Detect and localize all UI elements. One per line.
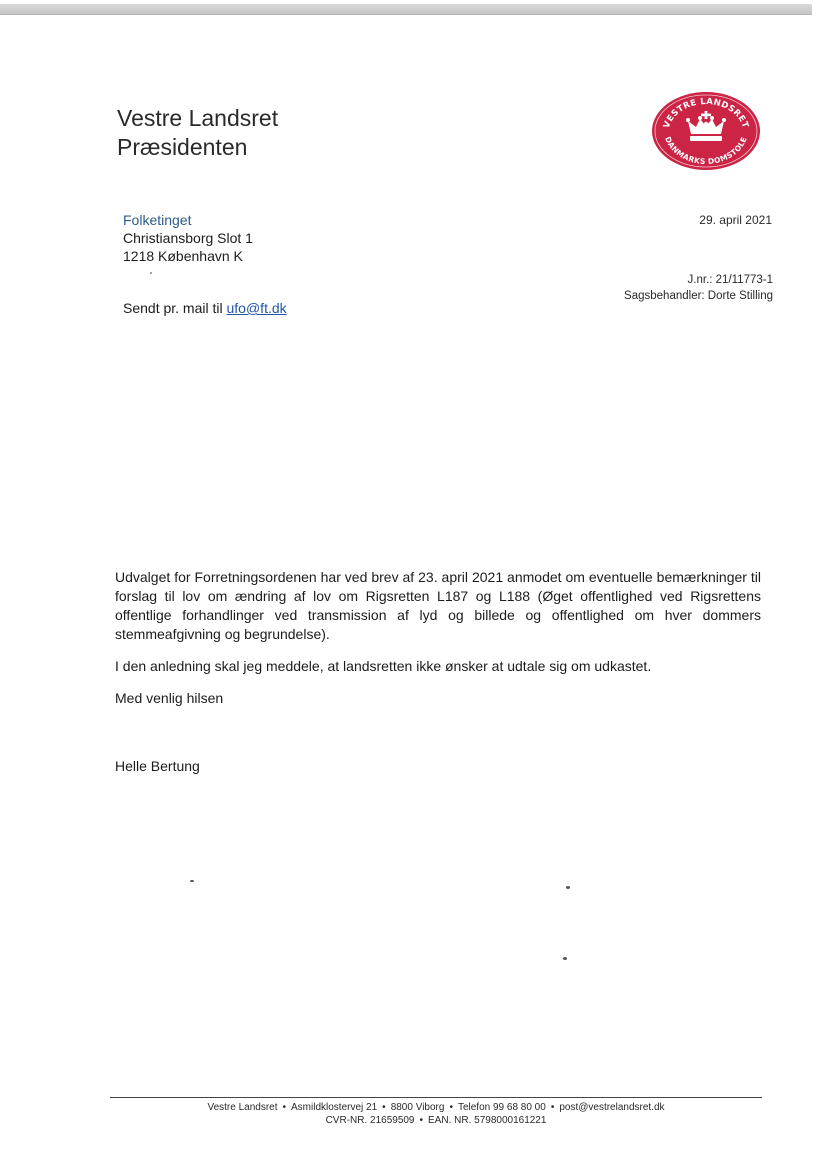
sent-by-mail [123, 300, 287, 316]
footer-postal: 8800 Viborg [390, 1102, 445, 1113]
case-handler: Sagsbehandler: Dorte Stilling [624, 290, 773, 302]
letter-body [115, 568, 761, 708]
signature-name: Helle Bertung [115, 758, 200, 774]
scan-speck [150, 272, 152, 274]
court-name: Vestre Landsret [117, 105, 279, 131]
recipient-org: Folketinget [123, 212, 192, 228]
closing-line: Med venlig hilsen [115, 690, 224, 706]
footer-email: post@vestrelandsret.dk [559, 1102, 665, 1113]
letter-footer [110, 1101, 762, 1127]
scan-speck [563, 957, 567, 960]
seal-bottom-text: DANMARKS DOMSTOLE [663, 135, 749, 167]
court-seal [650, 90, 762, 172]
scan-speck [190, 880, 194, 882]
email-link[interactable]: ufo@ft.dk [226, 300, 287, 316]
letter-date: 29. april 2021 [699, 213, 772, 227]
office-name: Præsidenten [117, 134, 248, 160]
letterhead [117, 104, 278, 162]
footer-cvr: CVR-NR. 21659509 [325, 1115, 415, 1126]
scan-speck [566, 886, 570, 889]
scan-top-edge [0, 4, 812, 15]
case-meta [624, 272, 773, 304]
footer-rule [110, 1097, 762, 1098]
body-paragraph-2: I den anledning skal jeg meddele, at landsretten ikke ønsker at udtale sig om udkastet. [115, 658, 652, 674]
footer-line-1: Vestre Landsret • Asmildklostervej 21 • 8800 Viborg • Telefon 99 68 80 00 • post@vestrelandsret.dk [207, 1102, 665, 1113]
recipient-city: 1218 København K [123, 248, 243, 264]
footer-phone: Telefon 99 68 80 00 [457, 1102, 546, 1113]
body-paragraph-1: Udvalget for Forretningsordenen har ved brev af 23. april 2021 anmodet om eventuelle bemærkninger til forslag til lov om ændring af lov om Rigsretten L187 og L188 (Øget offentlighed ved Rigsrettens offentlige forhandlinger ved transmission af lyd og billede og offentlighed om hver dommers stemmeafgivning og begrundelse). [115, 569, 761, 642]
footer-name: Vestre Landsret [207, 1102, 278, 1113]
sent-prefix: Sendt pr. mail til [123, 300, 223, 316]
footer-address: Asmildklostervej 21 [291, 1102, 378, 1113]
recipient-street: Christiansborg Slot 1 [123, 230, 253, 246]
recipient-address [123, 211, 253, 265]
case-number: J.nr.: 21/11773-1 [687, 274, 773, 286]
seal-top-text: VESTRE LANDSRET [661, 96, 751, 130]
footer-line-2: CVR-NR. 21659509 • EAN. NR. 5798000161221 [325, 1115, 547, 1126]
footer-ean: EAN. NR. 5798000161221 [428, 1115, 547, 1126]
